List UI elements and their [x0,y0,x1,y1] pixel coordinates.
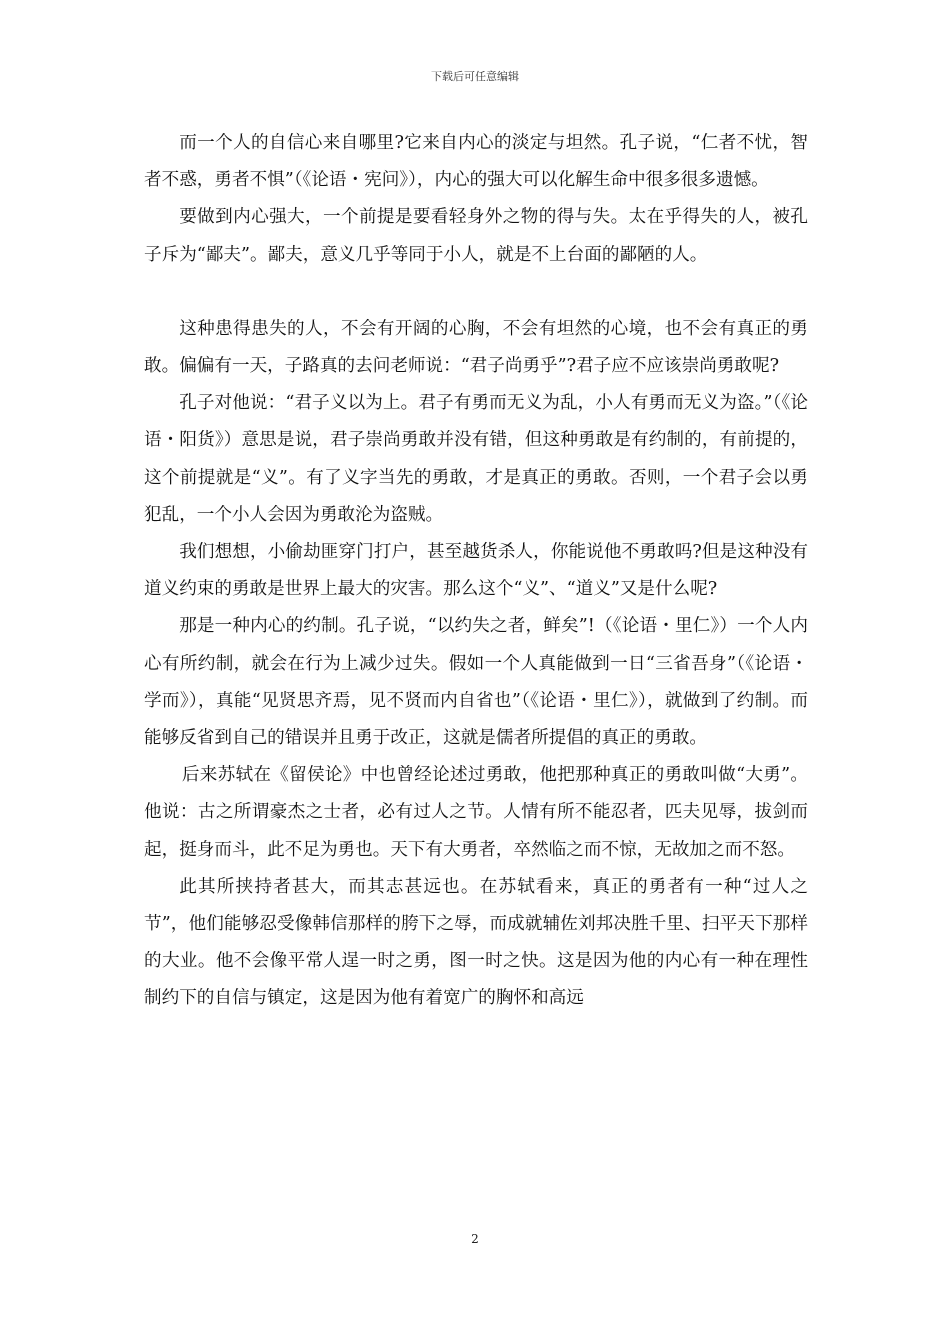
paragraph: 后来苏轼在《留侯论》中也曾经论述过勇敢，他把那种真正的勇敢叫做“大勇”。他说：古之所谓豪杰之士者，必有过人之节。人情有所不能忍者，匹夫见辱，拔剑而起，挺身而斗，此不足为勇也。天下有大勇者，卒然临之而不惊，无故加之而不怒。 [144,765,808,860]
paragraph: 而一个人的自信心来自哪里?它来自内心的淡定与坦然。孔子说，“仁者不忧，智者不惑，勇者不惧”（《论语・宪问》），内心的强大可以化解生命中很多很多遗憾。 [144,133,808,191]
paragraph: 此其所挟持者甚大，而其志甚远也。在苏轼看来，真正的勇者有一种“过人之节”，他们能够忍受像韩信那样的胯下之辱，而成就辅佐刘邦决胜千里、扫平天下那样的大业。他不会像平常人逞一时之勇，图一时之快。这是因为他的内心有一种在理性制约下的自信与镇定，这是因为他有着宽广的胸怀和高远 [144,876,808,1009]
paragraph: 那是一种内心的约制。孔子说，“以约失之者，鲜矣”!（《论语・里仁》）一个人内心有所约制，就会在行为上减少过失。假如一个人真能做到一日“三省吾身”（《论语・学而》），真能“见贤思齐焉，见不贤而内自省也”（《论语・里仁》），就做到了约制。而能够反省到自己的错误并且勇于改正，这就是儒者所提倡的真正的勇敢。 [144,616,808,749]
paragraph: 孔子对他说：“君子义以为上。君子有勇而无义为乱，小人有勇而无义为盗。”（《论语・阳货》）意思是说，君子崇尚勇敢并没有错，但这种勇敢是有约制的，有前提的，这个前提就是“义”。有了义字当先的勇敢，才是真正的勇敢。否则，一个君子会以勇犯乱，一个小人会因为勇敢沦为盗贼。 [144,393,808,525]
document-body [144,125,808,1018]
paragraph: 要做到内心强大，一个前提是要看轻身外之物的得与失。太在乎得失的人，被孔子斥为“鄙夫”。鄙夫，意义几乎等同于小人，就是不上台面的鄙陋的人。 [144,207,808,265]
paragraph: 这种患得患失的人，不会有开阔的心胸，不会有坦然的心境，也不会有真正的勇敢。偏偏有一天，子路真的去问老师说：“君子尚勇乎”?君子应不应该崇尚勇敢呢? [144,318,808,377]
paragraph: 我们想想，小偷劫匪穿门打户，甚至越货杀人，你能说他不勇敢吗?但是这种没有道义约束的勇敢是世界上最大的灾害。那么这个“义”、“道义”又是什么呢? [144,542,808,600]
page-header: 下载后可任意编辑 [431,70,519,83]
page-number: 2 [471,1232,479,1246]
